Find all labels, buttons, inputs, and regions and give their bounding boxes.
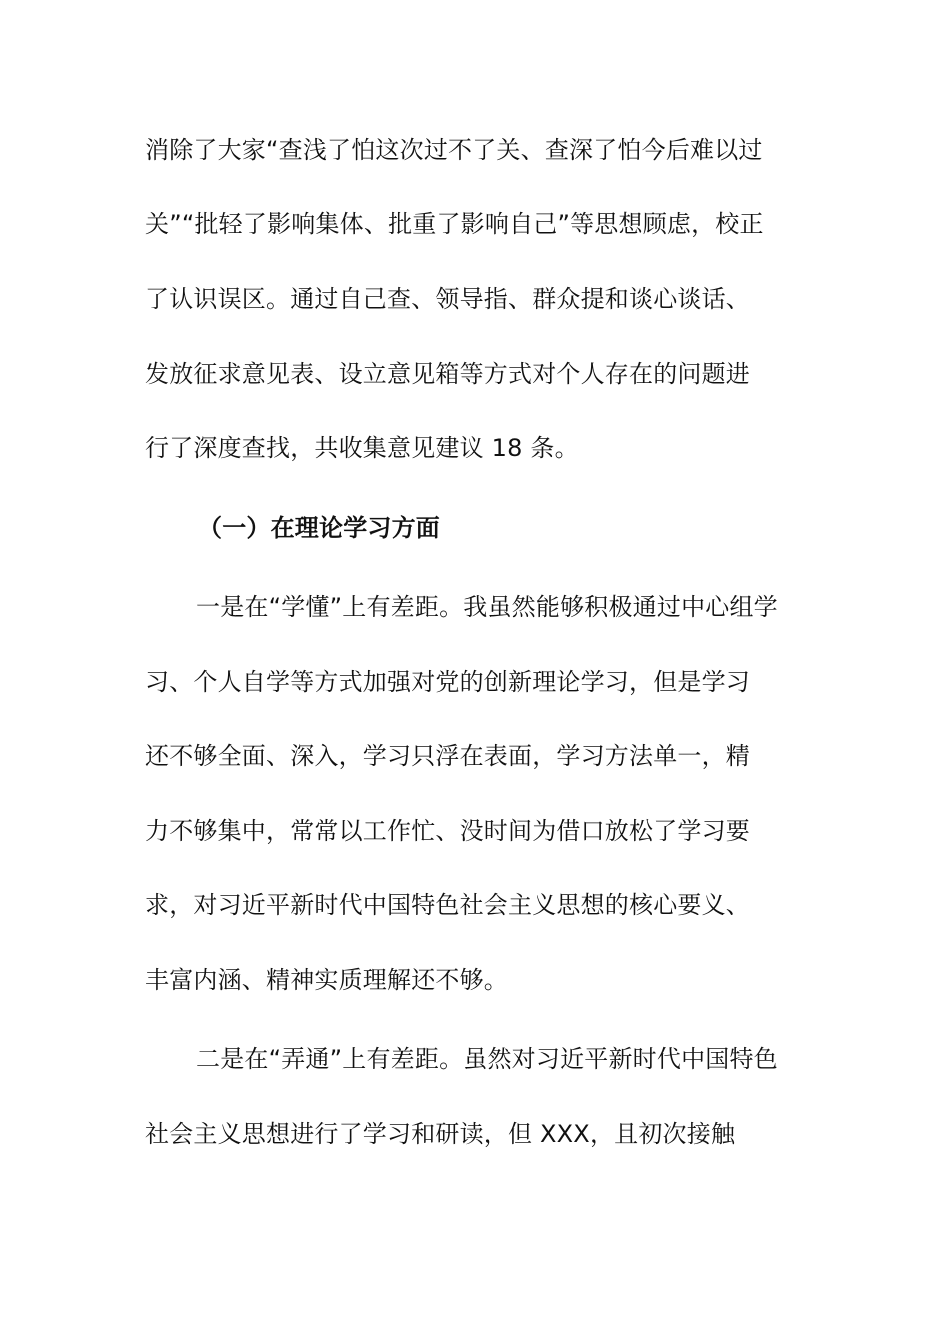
paragraph-line: 关”“批轻了影响集体、批重了影响自己”等思想顾虑，校正 <box>145 210 764 238</box>
paragraph-line: 一是在“学懂”上有差距。我虽然能够积极通过中心组学 <box>196 593 778 621</box>
paragraph-line: 丰富内涵、精神实质理解还不够。 <box>145 966 508 994</box>
paragraph-line: 还不够全面、深入，学习只浮在表面，学习方法单一，精 <box>145 742 750 770</box>
paragraph-line: 发放征求意见表、设立意见箱等方式对个人存在的问题进 <box>145 360 750 388</box>
section-heading: （一）在理论学习方面 <box>198 514 440 542</box>
paragraph-line: 二是在“弄通”上有差距。虽然对习近平新时代中国特色 <box>196 1045 778 1073</box>
paragraph-line: 力不够集中，常常以工作忙、没时间为借口放松了学习要 <box>145 817 750 845</box>
paragraph-line: 求，对习近平新时代中国特色社会主义思想的核心要义、 <box>145 891 750 919</box>
paragraph-line: 了认识误区。通过自己查、领导指、群众提和谈心谈话、 <box>145 285 750 313</box>
paragraph-line: 习、个人自学等方式加强对党的创新理论学习，但是学习 <box>145 668 750 696</box>
paragraph-line: 社会主义思想进行了学习和研读，但 XXX，且初次接触 <box>145 1120 736 1148</box>
paragraph-line: 消除了大家“查浅了怕这次过不了关、查深了怕今后难以过 <box>145 136 763 164</box>
paragraph-line: 行了深度查找，共收集意见建议 18 条。 <box>145 434 579 462</box>
